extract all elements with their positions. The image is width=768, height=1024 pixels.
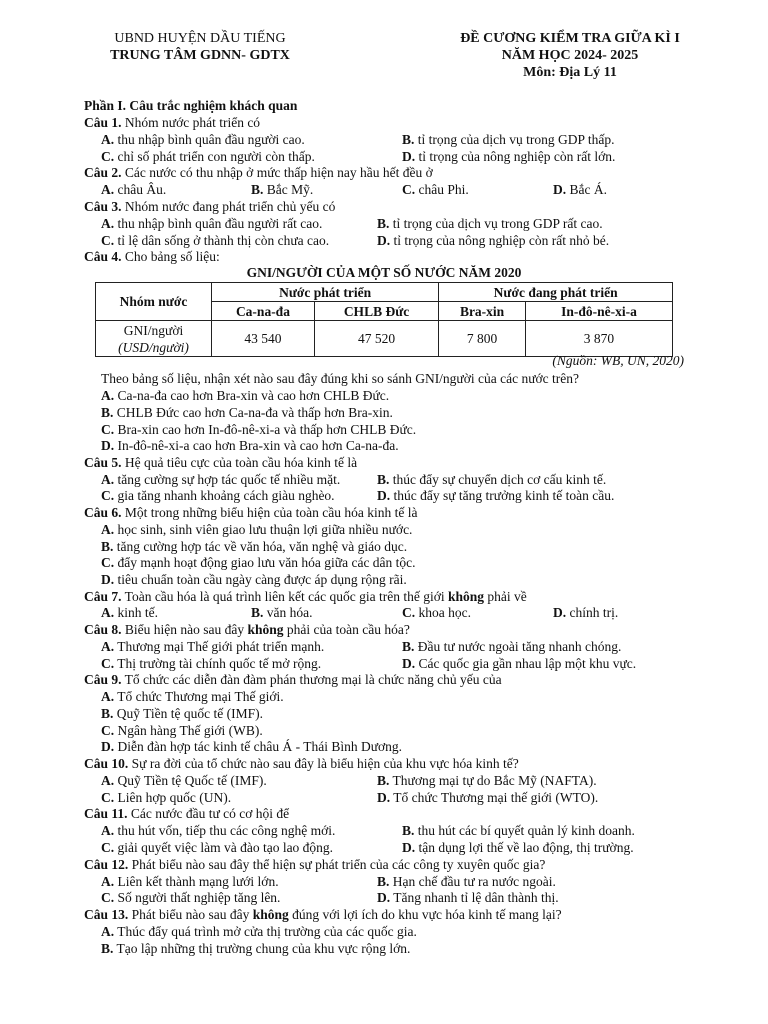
option-13b: B. Tạo lập những thị trường chung của khu vực rộng lớn.	[101, 941, 411, 956]
option-5a: A. tăng cường sự hợp tác quốc tế nhiều mặt.	[101, 472, 341, 487]
question-10: Câu 10. Sự ra đời của tổ chức nào sau đây là biểu hiện của khu vực hóa kinh tế?	[84, 756, 519, 771]
option-10a: A. Quỹ Tiền tệ Quốc tế (IMF).	[101, 773, 267, 788]
table-header-country: Bra-xin	[439, 302, 526, 321]
table-title: GNI/NGƯỜI CỦA MỘT SỐ NƯỚC NĂM 2020	[246, 265, 522, 280]
question-6: Câu 6. Một trong những biểu hiện của toàn cầu hóa kinh tế là	[84, 505, 418, 520]
question-4-stem: Theo bảng số liệu, nhận xét nào sau đây đúng khi so sánh GNI/người của các nước trên?	[101, 371, 580, 386]
table-header-country: Ca-na-đa	[212, 302, 315, 321]
table-header-country: CHLB Đức	[314, 302, 438, 321]
table-source: (Nguồn: WB, UN, 2020)	[552, 353, 684, 368]
gni-table	[95, 282, 673, 357]
question-9: Câu 9. Tổ chức các diễn đàn đàm phán thương mại là chức năng chủ yếu của	[84, 672, 502, 687]
question-8: Câu 8. Biểu hiện nào sau đây không phải của toàn cầu hóa?	[84, 622, 410, 637]
part-title: Phần I. Câu trắc nghiệm khách quan	[84, 98, 298, 113]
table-header-developing: Nước đang phát triển	[439, 283, 673, 302]
option-4a: A. Ca-na-đa cao hơn Bra-xin và cao hơn CHLB Đức.	[101, 388, 390, 403]
option-13a: A. Thúc đẩy quá trình mở cửa thị trường của các quốc gia.	[101, 924, 417, 939]
option-9a: A. Tổ chức Thương mại Thế giới.	[101, 689, 284, 704]
question-2: Câu 2. Các nước có thu nhập ở mức thấp hiện nay hầu hết đều ở	[84, 165, 433, 180]
option-12b: B. Hạn chế đầu tư ra nước ngoài.	[377, 874, 556, 889]
table-row-label: GNI/người (USD/người)	[96, 321, 212, 357]
option-6b: B. tăng cường hợp tác về văn hóa, văn nghệ và giáo dục.	[101, 539, 408, 554]
table-cell: 7 800	[439, 321, 526, 357]
subject: Môn: Địa Lý 11	[523, 65, 617, 80]
question-3: Câu 3. Nhóm nước đang phát triển chủ yếu có	[84, 199, 336, 214]
option-7d: D. chính trị.	[553, 605, 619, 620]
option-10b: B. Thương mại tự do Bắc Mỹ (NAFTA).	[377, 773, 597, 788]
option-1b: B. tỉ trọng của dịch vụ trong GDP thấp.	[402, 132, 615, 147]
option-5d: D. thúc đẩy sự tăng trưởng kinh tế toàn cầu.	[377, 488, 615, 503]
option-3b: B. tỉ trọng của dịch vụ trong GDP rất cao.	[377, 216, 603, 231]
option-5b: B. thúc đẩy sự chuyển dịch cơ cấu kinh tế.	[377, 472, 607, 487]
school-year: NĂM HỌC 2024- 2025	[501, 48, 639, 63]
question-13: Câu 13. Phát biểu nào sau đây không đúng với lợi ích do khu vực hóa kinh tế mang lại?	[84, 907, 562, 922]
option-7c: C. khoa học.	[402, 605, 471, 620]
table-cell: 47 520	[314, 321, 438, 357]
option-8b: B. Đầu tư nước ngoài tăng nhanh chóng.	[402, 639, 622, 654]
table-header-country: In-đô-nê-xi-a	[525, 302, 672, 321]
question-1: Câu 1. Nhóm nước phát triển có	[84, 115, 261, 130]
option-6a: A. học sinh, sinh viên giao lưu thuận lợi giữa nhiều nước.	[101, 522, 413, 537]
option-8d: D. Các quốc gia gần nhau lập một khu vực.	[402, 656, 637, 671]
option-6d: D. tiêu chuẩn toàn cầu ngày càng được áp dụng rộng rãi.	[101, 572, 407, 587]
exam-title: ĐỀ CƯƠNG KIỂM TRA GIỮA KÌ I	[460, 31, 680, 46]
option-11c: C. giải quyết việc làm và đào tạo lao động.	[101, 840, 334, 855]
option-3d: D. tỉ trọng của nông nghiệp còn rất nhỏ bé.	[377, 233, 610, 248]
option-2a: A. châu Âu.	[101, 182, 167, 197]
option-4c: C. Bra-xin cao hơn In-đô-nê-xi-a và thấp hơn CHLB Đức.	[101, 422, 417, 437]
option-11a: A. thu hút vốn, tiếp thu các công nghệ mới.	[101, 823, 336, 838]
option-11d: D. tận dụng lợi thế về lao động, thị trường.	[402, 840, 634, 855]
option-12c: C. Số người thất nghiệp tăng lên.	[101, 890, 281, 905]
option-10d: D. Tổ chức Thương mại thế giới (WTO).	[377, 790, 599, 805]
option-7a: A. kinh tế.	[101, 605, 158, 620]
option-8c: C. Thị trường tài chính quốc tế mở rộng.	[101, 656, 322, 671]
option-6c: C. đẩy mạnh hoạt động giao lưu văn hóa giữa các dân tộc.	[101, 555, 416, 570]
option-3c: C. tỉ lệ dân sống ở thành thị còn chưa cao.	[101, 233, 330, 248]
option-3a: A. thu nhập bình quân đầu người rất cao.	[101, 216, 323, 231]
district-name: UBND HUYỆN DẦU TIẾNG	[114, 31, 286, 46]
table-cell: 43 540	[212, 321, 315, 357]
option-2b: B. Bắc Mỹ.	[251, 182, 314, 197]
table-cell: 3 870	[525, 321, 672, 357]
option-12a: A. Liên kết thành mạng lưới lớn.	[101, 874, 279, 889]
school-header	[100, 30, 300, 64]
option-8a: A. Thương mại Thế giới phát triển mạnh.	[101, 639, 325, 654]
option-12d: D. Tăng nhanh tỉ lệ dân thành thị.	[377, 890, 559, 905]
option-2d: D. Bắc Á.	[553, 182, 607, 197]
table-header-group: Nhóm nước	[96, 283, 212, 321]
option-1d: D. tỉ trọng của nông nghiệp còn rất lớn.	[402, 149, 616, 164]
option-9d: D. Diễn đàn hợp tác kinh tế châu Á - Thái Bình Dương.	[101, 739, 403, 754]
option-11b: B. thu hút các bí quyết quản lý kinh doanh.	[402, 823, 635, 838]
option-10c: C. Liên hợp quốc (UN).	[101, 790, 232, 805]
center-name: TRUNG TÂM GDNN- GDTX	[110, 48, 290, 63]
option-4d: D. In-đô-nê-xi-a cao hơn Bra-xin và cao hơn Ca-na-đa.	[101, 438, 399, 453]
option-1c: C. chỉ số phát triển con người còn thấp.	[101, 149, 315, 164]
option-5c: C. gia tăng nhanh khoảng cách giàu nghèo.	[101, 488, 335, 503]
question-4: Câu 4. Cho bảng số liệu:	[84, 249, 220, 264]
question-7: Câu 7. Toàn cầu hóa là quá trình liên kết các quốc gia trên thế giới không phải về	[84, 589, 527, 604]
question-11: Câu 11. Các nước đầu tư có cơ hội để	[84, 806, 290, 821]
option-9b: B. Quỹ Tiền tệ quốc tế (IMF).	[101, 706, 264, 721]
option-9c: C. Ngân hàng Thế giới (WB).	[101, 723, 263, 738]
exam-header	[420, 30, 720, 81]
table-header-developed: Nước phát triển	[212, 283, 439, 302]
option-4b: B. CHLB Đức cao hơn Ca-na-đa và thấp hơn Bra-xin.	[101, 405, 393, 420]
option-7b: B. văn hóa.	[251, 605, 313, 620]
option-2c: C. châu Phi.	[402, 182, 469, 197]
question-5: Câu 5. Hệ quả tiêu cực của toàn cầu hóa kinh tế là	[84, 455, 358, 470]
question-12: Câu 12. Phát biểu nào sau đây thể hiện sự phát triển của các công ty xuyên quốc gia?	[84, 857, 546, 872]
option-1a: A. thu nhập bình quân đầu người cao.	[101, 132, 305, 147]
